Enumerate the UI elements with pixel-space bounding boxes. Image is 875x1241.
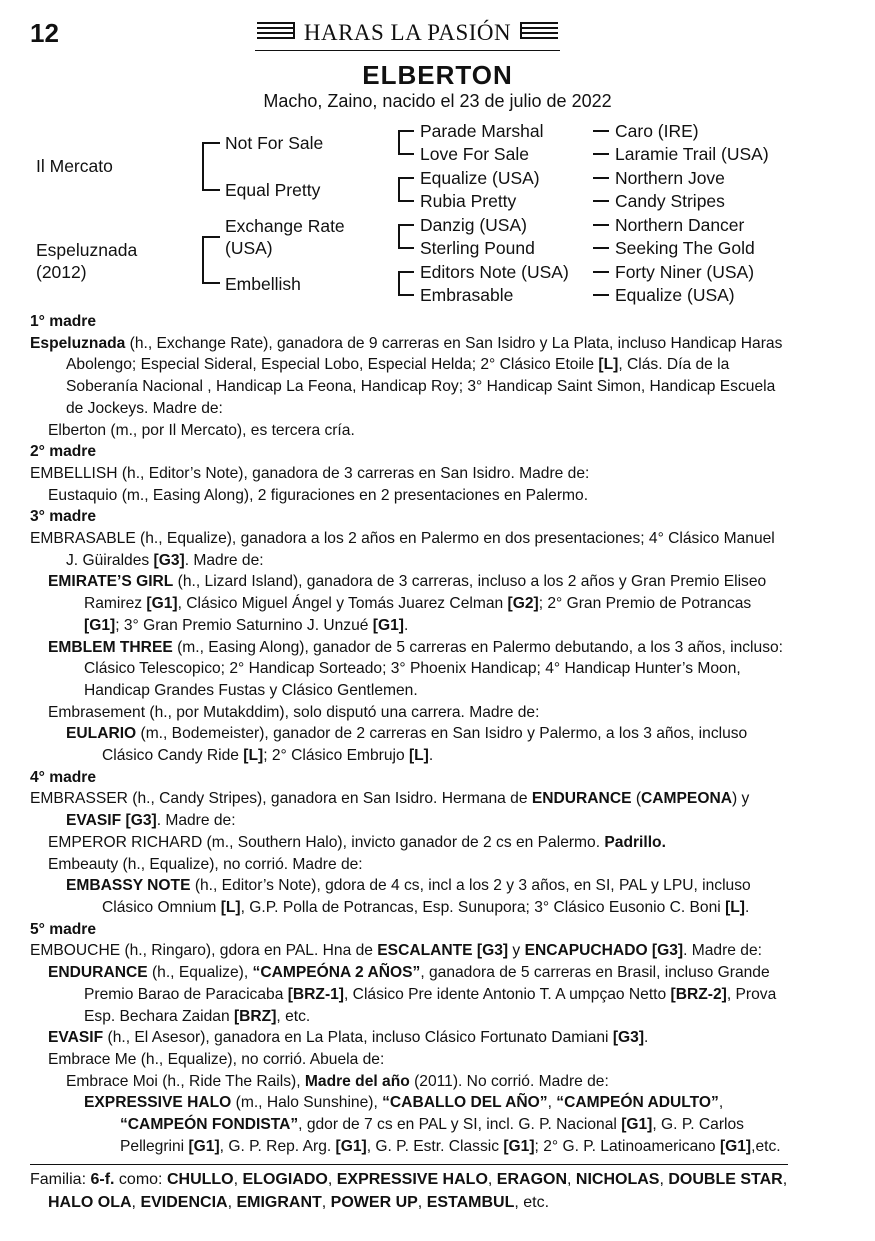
offspring-entry: Embrasement (h., por Mutakddim), solo disputó una carrera. Madre de:	[48, 703, 540, 721]
pedigree-g3: Editors Note (USA)	[420, 262, 569, 282]
dam: Espeluznada	[36, 240, 138, 260]
pedigree-g2: Embellish	[225, 274, 301, 294]
horse-name: ELBERTON	[362, 60, 513, 90]
offspring-entry: ENDURANCE (h., Equalize), “CAMPEÓNA 2 AÑOS”, ganadora de 5 carreras en Brasil, incluso Grande Premio Barao de Paracicaba [BRZ-1], Clásico Pre idente Antonio T. A umpçao Netto [BRZ-2], Prova Esp. Bechara Zaidan [BRZ], etc.	[48, 964, 777, 1025]
pedigree-g3: Love For Sale	[420, 144, 529, 164]
brand-name: HARAS LA PASIÓN	[303, 20, 512, 45]
pedigree-g4: Caro (IRE)	[615, 121, 699, 141]
offspring-entry: EMIRATE’S GIRL (h., Lizard Island), ganadora de 3 carreras, incluso a los 2 años y Gran Premio Eliseo Ramirez [G1], Clásico Miguel Ángel y Tomás Juarez Celman [G2]; 2° Gran Premio de Potrancas [G1]; 3° Gran Premio Saturnino J. Unzué [G1].	[48, 573, 767, 634]
sire: Il Mercato	[36, 156, 113, 176]
offspring-entry: EMPEROR RICHARD (m., Southern Halo), invicto ganador de 2 cs en Palermo. Padrillo.	[48, 833, 666, 851]
brand-header	[255, 15, 560, 51]
pedigree-g4: Northern Dancer	[615, 215, 745, 235]
offspring-entry: EULARIO (m., Bodemeister), ganador de 2 carreras en San Isidro y Palermo, a los 3 años, incluso Clásico Candy Ride [L]; 2° Clásico Embrujo [L].	[66, 725, 748, 765]
divider	[30, 1164, 788, 1165]
offspring-entry: EXPRESSIVE HALO (m., Halo Sunshine), “CABALLO DEL AÑO”, “CAMPEÓN ADULTO”, “CAMPEÓN FONDISTA”, gdor de 7 cs en PAL y SI, incl. G. P. Nacional [G1], G. P. Carlos Pellegrini [G1], G. P. Rep. Arg. [G1], G. P. Estr. Classic [G1]; 2° G. P. Latinoamericano [G1],etc.	[84, 1094, 781, 1155]
pedigree-g4: Forty Niner (USA)	[615, 262, 755, 282]
offspring-entry: Embrace Moi (h., Ride The Rails), Madre del año (2011). No corrió. Madre de:	[66, 1072, 609, 1090]
pedigree-g3: Equalize (USA)	[420, 168, 540, 188]
page-number: 12	[30, 18, 59, 48]
pedigree-g4: Laramie Trail (USA)	[615, 144, 769, 164]
offspring-entry: Eustaquio (m., Easing Along), 2 figuraciones en 2 presentaciones en Palermo.	[48, 486, 589, 504]
pedigree-g4: Equalize (USA)	[615, 285, 735, 305]
pedigree-g4: Candy Stripes	[615, 191, 725, 211]
pedigree-g4: Seeking The Gold	[615, 238, 755, 258]
dam-entry: Espeluznada (h., Exchange Rate), ganadora de 9 carreras en San Isidro y La Plata, incluso Handicap Haras Abolengo; Especial Sideral, Especial Lobo, Especial Helda; 2° Clásico Etoile [L], Clás. Día de la Soberanía Nacional , Handicap La Feona, Handicap Roy; 3° Handicap Saint Simon, Handicap Escuela de Jockeys. Madre de:	[30, 334, 783, 417]
section-heading: 4° madre	[30, 768, 97, 786]
section-heading: 5° madre	[30, 920, 97, 938]
dam-entry: EMBRASABLE (h., Equalize), ganadora a los 2 años en Palermo en dos presentaciones; 4° Clásico Manuel J. Güiraldes [G3]. Madre de:	[30, 530, 775, 569]
pedigree-g2: Exchange Rate	[225, 216, 345, 236]
pedigree-g3: Embrasable	[420, 285, 514, 305]
pedigree-g3: Rubia Pretty	[420, 191, 517, 211]
pedigree-g3: Danzig (USA)	[420, 215, 527, 235]
section-heading: 2° madre	[30, 443, 97, 461]
pedigree-g3: Parade Marshal	[420, 121, 544, 141]
offspring-entry: EMBASSY NOTE (h., Editor’s Note), gdora de 4 cs, incl a los 2 y 3 años, en SI, PAL y LPU, incluso Clásico Omnium [L], G.P. Polla de Potrancas, Esp. Sunupora; 3° Clásico Eusonio C. Boni [L].	[66, 877, 751, 916]
dam-entry: EMBELLISH (h., Editor’s Note), ganadora de 3 carreras en San Isidro. Madre de:	[30, 464, 590, 482]
dam-year: (2012)	[36, 262, 87, 282]
catalog-body	[30, 311, 790, 1157]
offspring-entry: EMBLEM THREE (m., Easing Along), ganador de 5 carreras en Palermo debutando, a los 3 años, incluso: Clásico Telescopico; 2° Handicap Sorteado; 3° Phoenix Handicap; 4° Handicap Hunter’s Moon, Handicap Grandes Fustas y Clásico Gentlemen.	[48, 638, 783, 699]
offspring-entry: EVASIF (h., El Asesor), ganadora en La Plata, incluso Clásico Fortunato Damiani [G3].	[48, 1029, 649, 1047]
offspring-entry: Embeauty (h., Equalize), no corrió. Madre de:	[48, 855, 363, 873]
pedigree-g2: Not For Sale	[225, 133, 324, 153]
pedigree-g3: Sterling Pound	[420, 238, 535, 258]
section-heading: 1° madre	[30, 313, 97, 330]
dam-entry: EMBOUCHE (h., Ringaro), gdora en PAL. Hna de ESCALANTE [G3] y ENCAPUCHADO [G3]. Madre de:	[30, 942, 762, 960]
offspring-entry: Elberton (m., por Il Mercato), es tercera cría.	[48, 421, 355, 439]
pedigree-g2: (USA)	[225, 238, 273, 258]
dam-entry: EMBRASSER (h., Candy Stripes), ganadora en San Isidro. Hermana de ENDURANCE (CAMPEONA) y EVASIF [G3]. Madre de:	[30, 790, 750, 830]
pedigree-g4: Northern Jove	[615, 168, 725, 188]
section-heading: 3° madre	[30, 508, 97, 526]
offspring-entry: Embrace Me (h., Equalize), no corrió. Abuela de:	[48, 1050, 385, 1068]
pedigree-g2: Equal Pretty	[225, 180, 321, 200]
family-note: Familia: 6-f. como: CHULLO, ELOGIADO, EXPRESSIVE HALO, ERAGON, NICHOLAS, DOUBLE STAR, HALO OLA, EVIDENCIA, EMIGRANT, POWER UP, ESTAMBUL, etc.	[30, 1171, 788, 1211]
horse-description: Macho, Zaino, nacido el 23 de julio de 2022	[263, 91, 612, 111]
